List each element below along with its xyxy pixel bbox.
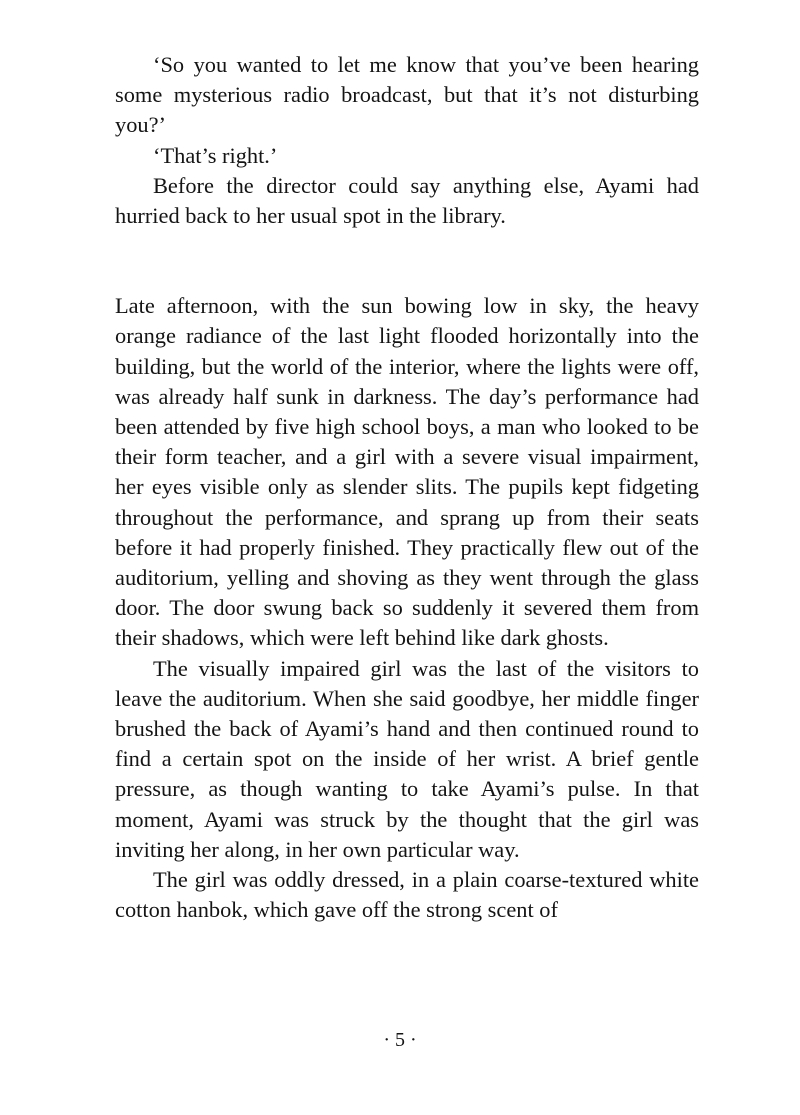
paragraph: ‘That’s right.’ — [153, 142, 278, 168]
section-break — [115, 231, 699, 291]
paragraph: ‘So you wanted to let me know that you’ve been hearing some mysterious radio broadcast, but that it’s not disturbing you?’ — [115, 52, 699, 138]
paragraph: The girl was oddly dressed, in a plain coarse-textured white cotton hanbok, which gave off the strong scent of — [115, 867, 699, 923]
paragraph: The visually impaired girl was the last of the visitors to leave the auditorium. When she said goodbye, her middle finger brushed the back of Ayami’s hand and then continued round to find a certain spot on the inside of her wrist. A brief gentle pressure, as though wanting to take Ayami’s pulse. In that moment, Ayami was struck by the thought that the girl was inviting her along, in her own particular way. — [115, 655, 699, 862]
section-two — [115, 291, 699, 925]
page-number: · 5 · — [383, 1029, 417, 1051]
paragraph: Before the director could say anything else, Ayami had hurried back to her usual spot in the library. — [115, 172, 699, 229]
page-body — [115, 50, 699, 925]
section-one — [115, 50, 699, 231]
paragraph: Late afternoon, with the sun bowing low in sky, the heavy orange radiance of the last light flooded horizontally into the building, but the world of the interior, where the lights were off, was already half sunk in darkness. The day’s performance had been attended by five high school boys, a man who looked to be their form teacher, and a girl with a severe visual impairment, her eyes visible only as slender slits. The pupils kept fidgeting throughout the performance, and sprang up from their seats before it had properly finished. They practically flew out of the auditorium, yelling and shoving as they went through the glass door. The door swung back so suddenly it severed them from their shadows, which were left behind like dark ghosts. — [115, 293, 699, 651]
